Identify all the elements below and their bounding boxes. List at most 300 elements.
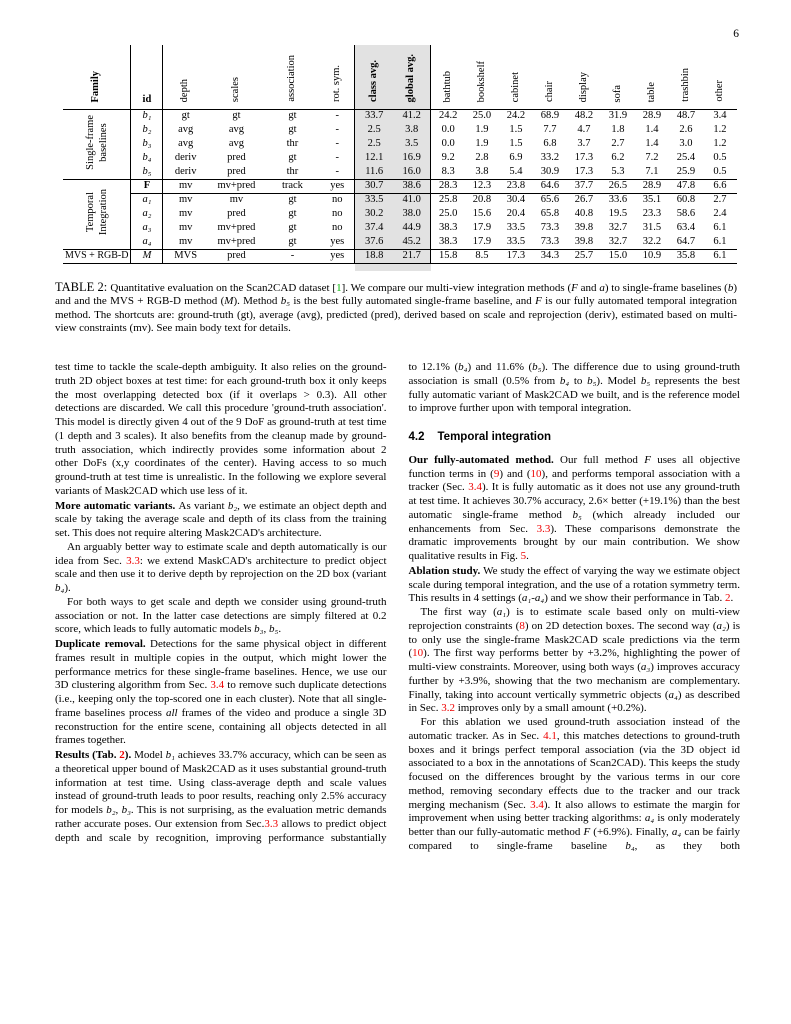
text-run: , this matches detections to ground-truth boxes and it brings perfect temporal association (via the 3D object id associated to a box in the annotations of Scan2CAD). This keeps the study focused on the differences brought by the various terms in our core method, removing secondary effects due to the tracker and our track merging mechanism (Sec. <box>408 729 740 811</box>
col-header <box>208 45 265 109</box>
text-run: Our full method <box>560 453 645 466</box>
paragraph <box>409 716 741 854</box>
text-run: b₂ <box>106 804 116 816</box>
text-run: b₄ <box>559 374 570 387</box>
table-header-row <box>63 45 737 109</box>
reference-link[interactable]: 3.4 <box>210 679 225 692</box>
value-cell: 15.8 <box>431 249 465 263</box>
row-id-cell: b₁ <box>131 109 163 123</box>
value-cell: 24.2 <box>439 110 458 121</box>
text-run: achieves 33.7% accuracy, which can be seen as a theoretical upper bound of Mask2CAD as it uses substantial ground-truth information at test time. Using class-average depth and scale values instead of ground-truth leads to poor results, reaching only 2.5% accuracy for models <box>55 749 387 816</box>
value-cell: 21.7 <box>393 249 431 263</box>
value-cell: - <box>335 123 339 135</box>
evaluation-table <box>63 45 737 271</box>
text-run: Model <box>134 749 166 761</box>
col-header <box>567 45 601 109</box>
text-run: b₅ <box>532 361 542 373</box>
text-run: uses all objective function terms in ( <box>408 453 740 480</box>
value-cell: 6.1 <box>713 221 727 233</box>
text-run: improves only by a small amount (+0.2%). <box>454 702 647 715</box>
value-cell: 48.7 <box>676 110 696 121</box>
value-cell: 2.8 <box>475 151 489 163</box>
text-run: ) and ( <box>499 467 531 480</box>
value-cell: gt <box>265 235 320 249</box>
table-row <box>63 179 737 193</box>
family-label: MVS + RGB-D <box>65 249 129 261</box>
value-cell: no <box>331 194 343 205</box>
shade-cell <box>393 263 431 271</box>
text-run: ]. We compare our multi-view integration methods ( <box>341 282 572 294</box>
value-cell: 33.6 <box>608 194 628 205</box>
value-cell: 31.5 <box>642 221 662 233</box>
value-cell: 0.5 <box>713 151 727 163</box>
value-cell: 32.2 <box>635 235 669 249</box>
value-cell: 1.4 <box>645 123 659 135</box>
shade-cell <box>355 263 393 271</box>
results-table-container <box>63 45 737 271</box>
text-run: ) improves accuracy further by +3.9%, showing that the two mechanism are complementary. Finally, taking into account vertically symmetric objects ( <box>408 661 740 701</box>
text-run: : we extend MaskCAD's architecture to predict object scale and then use it to derive depth by reprojection on the 2D box (variant <box>55 554 387 581</box>
value-cell: mv+pred <box>208 179 265 193</box>
text-run: a₁ <box>521 592 532 605</box>
reference-link[interactable]: 3.3 <box>536 522 551 535</box>
table-caption <box>55 281 737 336</box>
value-cell: 38.0 <box>393 207 431 221</box>
value-cell: 65.6 <box>540 194 560 205</box>
value-cell: 1.5 <box>509 137 523 149</box>
shade-extension-row <box>63 263 737 271</box>
col-header-label: scales <box>230 76 242 102</box>
table-row <box>63 151 737 165</box>
text-run: - <box>531 592 535 605</box>
body-text <box>55 361 740 854</box>
value-cell: 28.9 <box>642 110 662 121</box>
value-cell: mv+pred <box>208 235 265 249</box>
paragraph <box>55 541 387 596</box>
col-header <box>431 45 465 109</box>
table-row <box>63 193 737 207</box>
col-header <box>163 45 208 109</box>
value-cell: 24.2 <box>506 110 526 121</box>
text-run: b₅ <box>640 374 651 387</box>
row-id-cell: b₄ <box>131 151 163 165</box>
value-cell: 17.9 <box>465 235 499 249</box>
value-cell: 26.5 <box>601 179 635 193</box>
table-row <box>63 109 737 123</box>
value-cell: 64.6 <box>533 179 567 193</box>
value-cell: 1.4 <box>645 137 659 149</box>
row-id-cell: a₁ <box>131 193 163 207</box>
value-cell: gt <box>288 123 297 135</box>
col-header-label: table <box>645 81 657 102</box>
text-run: As variant <box>178 499 228 512</box>
value-cell: 2.6 <box>679 123 693 135</box>
value-cell: 30.4 <box>506 194 526 205</box>
value-cell: 17.3 <box>567 165 601 179</box>
text-run: ). These comparisons demonstrate the dramatic improvements brought by our main contribution. We show qualitative results in Fig. <box>408 522 741 562</box>
text-run: More automatic variants. <box>55 499 179 512</box>
value-cell: 6.2 <box>611 151 625 163</box>
value-cell: 33.5 <box>355 193 393 207</box>
spacer <box>431 263 737 271</box>
text-run: a₄ <box>534 592 545 605</box>
text-run: ). <box>124 749 135 761</box>
value-cell: 3.8 <box>465 165 499 179</box>
reference-link[interactable]: 2 <box>724 592 731 605</box>
col-header-id: id <box>131 45 163 109</box>
reference-link[interactable]: 10 <box>412 647 424 660</box>
text-run: test time to tackle the scale-depth ambiguity. It also relies on the ground-truth 2D object boxes at test time: for each ground-truth box it only keeps the most overlapping detected box (if it overlaps > 0.3). All other detections are discarded. We call this procedure 'ground-truth association'. This model is directly given 4 out of the 9 DoF as ground-truth at test time (1 depth and 3 scales). It also benefits from the cleanup made by ground-truth association, which indirectly provides some information about 2 other DoFs (x,y coordinates of the center). Having access to so much ground-truth at test time is unrealistic. In the following we explore several variants of Mask2CAD which use less of it. <box>55 361 387 497</box>
col-header-label: sofa <box>611 84 623 102</box>
value-cell: 6.6 <box>703 179 737 193</box>
value-cell: pred <box>208 249 265 263</box>
text-run: ). Model <box>596 374 641 387</box>
reference-link[interactable]: 3.4 <box>530 798 544 811</box>
row-id-cell: b₃ <box>131 137 163 151</box>
text-run: allows to predict object depth and scale by recognition, improving performance substantially <box>55 817 387 844</box>
col-header <box>465 45 499 109</box>
col-header-label: display <box>577 71 589 102</box>
value-cell: 32.7 <box>608 221 628 233</box>
value-cell: 17.3 <box>574 151 594 163</box>
row-id-cell: a₂ <box>131 207 163 221</box>
value-cell: 8.5 <box>465 249 499 263</box>
value-cell: 1.5 <box>509 123 523 135</box>
paragraph <box>55 638 387 748</box>
value-cell: 6.8 <box>543 137 557 149</box>
table-row <box>63 249 737 263</box>
text-run: Our fully-automated method. <box>408 453 561 466</box>
text-run: , we estimate an object depth and scale by taking the average scale and depth of its class from the training set. This does not require altering Mask2CAD's architecture. <box>55 499 387 539</box>
value-cell: 17.9 <box>472 221 492 233</box>
reference-link[interactable]: 1 <box>336 282 342 294</box>
text-run: a <box>599 282 605 294</box>
col-header-label: global avg. <box>405 53 417 102</box>
value-cell: 7.1 <box>635 165 669 179</box>
value-cell: 4.7 <box>577 123 591 135</box>
value-cell: 28.9 <box>635 179 669 193</box>
section-heading <box>409 431 741 445</box>
value-cell: 12.1 <box>355 151 393 165</box>
value-cell: mv <box>163 235 208 249</box>
value-cell: 23.3 <box>642 207 662 219</box>
table-row <box>63 137 737 151</box>
text-run: a₂ <box>716 619 726 632</box>
reference-link[interactable]: 9 <box>493 467 500 480</box>
value-cell: no <box>331 221 343 233</box>
value-cell: thr <box>265 165 320 179</box>
spacer <box>63 263 355 271</box>
value-cell: 6.9 <box>509 151 523 163</box>
text-run: ), and performs temporal association with a tracker (Sec. <box>408 467 740 494</box>
value-cell: 7.2 <box>645 151 659 163</box>
value-cell: 25.0 <box>439 207 458 219</box>
value-cell: yes <box>320 235 355 249</box>
family-cell <box>63 179 131 249</box>
value-cell: deriv <box>174 151 197 163</box>
text-run: b₅ <box>280 295 291 308</box>
value-cell: 60.8 <box>676 194 696 205</box>
table-row <box>63 221 737 235</box>
value-cell: - <box>320 165 355 179</box>
value-cell: 28.3 <box>431 179 465 193</box>
text-run: a₄ <box>668 688 678 701</box>
paragraph <box>409 606 741 716</box>
col-header-label: trashbin <box>679 68 691 102</box>
family-label: Temporal Integration <box>84 189 109 236</box>
value-cell: 33.5 <box>506 221 526 233</box>
value-cell: yes <box>320 249 355 263</box>
family-cell <box>63 249 131 263</box>
row-id-cell: F <box>131 179 163 193</box>
col-header-label: cabinet <box>509 71 521 102</box>
value-cell: 30.7 <box>355 179 393 193</box>
value-cell: 2.5 <box>355 137 393 151</box>
value-cell: 65.8 <box>540 207 560 219</box>
col-header <box>355 45 393 109</box>
value-cell: 3.7 <box>577 137 591 149</box>
col-header <box>635 45 669 109</box>
value-cell: 10.9 <box>635 249 669 263</box>
col-header-label: association <box>286 55 298 102</box>
text-run: b₃ <box>121 804 131 816</box>
text-run: F <box>571 282 578 294</box>
value-cell: avg <box>228 123 245 135</box>
value-cell: 64.7 <box>669 235 703 249</box>
text-run: For this ablation we used ground-truth association instead of the automatic tracker. As in Sec. <box>408 716 740 742</box>
value-cell: 1.8 <box>611 123 625 135</box>
value-cell: 41.0 <box>393 193 431 207</box>
value-cell: mv <box>178 221 193 233</box>
value-cell: 35.8 <box>669 249 703 263</box>
text-run: b <box>727 282 734 294</box>
text-run: b₄ <box>458 361 468 373</box>
reference-link[interactable]: 3.3 <box>264 817 279 830</box>
text-run: The first way ( <box>420 606 497 618</box>
text-run: ) is to estimate scale based only on multi-view reprojection constraints ( <box>408 606 740 632</box>
col-header-label: chair <box>543 81 555 102</box>
reference-link[interactable]: 3.4 <box>468 481 482 494</box>
text-run: ). Method <box>233 295 281 308</box>
value-cell: pred <box>208 165 265 179</box>
value-cell: 33.5 <box>499 235 533 249</box>
value-cell: 0.0 <box>441 123 455 135</box>
text-run: ). The difference due to using ground-truth association is small (0.5% from <box>408 361 741 387</box>
value-cell: 39.8 <box>574 221 594 233</box>
text-run: An arguably better way to estimate scale and depth automatically is our idea from Sec. <box>55 540 387 567</box>
value-cell: gt <box>288 151 297 163</box>
value-cell: gt <box>181 110 190 121</box>
text-run: is only moderately better than our fully-automatic method <box>408 812 740 838</box>
value-cell: mv <box>178 207 193 219</box>
col-header-label: bathtub <box>441 70 453 102</box>
text-run: b₄ <box>625 839 635 852</box>
reference-link[interactable]: 3.2 <box>441 702 455 715</box>
text-run: ) and we show their performance in Tab. <box>544 592 725 605</box>
value-cell: 18.8 <box>355 249 393 263</box>
text-run: . This is not surprising, as the evaluation metric demands rather accurate poses. Our extension from Sec. <box>55 804 387 830</box>
text-run: is the best fully automated single-frame baseline, and <box>290 295 536 308</box>
value-cell: 25.0 <box>472 110 492 121</box>
text-run: a₄ <box>671 826 682 838</box>
text-run: We study the effect of varying the way we estimate object scale during temporal integration, and the use of a rotation symmetry term. This results in 4 settings ( <box>408 564 740 605</box>
text-run: b₃ <box>254 623 264 636</box>
text-run: ) on 2D detection boxes. The second way ( <box>524 619 717 632</box>
text-run: to <box>569 374 588 387</box>
value-cell: thr <box>286 137 299 149</box>
value-cell: 73.3 <box>540 221 560 233</box>
value-cell: 2.7 <box>611 137 625 149</box>
value-cell: 47.8 <box>669 179 703 193</box>
text-run: , as they both <box>634 839 740 852</box>
text-run: b₅ <box>587 374 597 387</box>
value-cell: 1.9 <box>475 137 489 149</box>
value-cell: avg <box>228 137 245 149</box>
value-cell: 63.4 <box>676 221 696 233</box>
text-run: to 12.1% ( <box>408 361 459 373</box>
col-header-label: bookshelf <box>475 60 487 102</box>
reference-link[interactable]: 3.3 <box>126 554 140 567</box>
value-cell: deriv <box>163 165 208 179</box>
text-run: ) and and the MVS + RGB-D method ( <box>55 282 737 308</box>
value-cell: 73.3 <box>533 235 567 249</box>
value-cell: 16.9 <box>393 151 431 165</box>
value-cell: gt <box>288 221 297 233</box>
text-run: Ablation study. <box>408 564 484 577</box>
table-row <box>63 165 737 179</box>
value-cell: 38.6 <box>393 179 431 193</box>
value-cell: 37.7 <box>567 179 601 193</box>
value-cell: 1.9 <box>475 123 489 135</box>
value-cell: 3.4 <box>713 110 727 121</box>
value-cell: - <box>335 137 339 149</box>
value-cell: 20.8 <box>472 194 492 205</box>
value-cell: 38.3 <box>431 235 465 249</box>
value-cell: pred <box>227 207 246 219</box>
family-cell <box>63 109 131 179</box>
value-cell: gt <box>288 194 297 205</box>
value-cell: 33.2 <box>540 151 560 163</box>
text-run: b₄ <box>55 582 65 594</box>
col-header <box>320 45 355 109</box>
value-cell: 25.4 <box>676 151 696 163</box>
value-cell: 37.6 <box>355 235 393 249</box>
paragraph <box>409 454 741 564</box>
right-column <box>409 361 741 854</box>
value-cell: 5.3 <box>601 165 635 179</box>
value-cell: gt <box>288 207 297 219</box>
value-cell: avg <box>178 137 194 149</box>
value-cell: 1.2 <box>713 123 727 135</box>
col-header-label: Family <box>90 70 102 102</box>
col-header <box>669 45 703 109</box>
reference-link[interactable]: 4.1 <box>543 729 557 742</box>
value-cell: MVS <box>163 249 208 263</box>
col-header <box>533 45 567 109</box>
value-cell: 20.4 <box>506 207 526 219</box>
reference-link[interactable]: 5 <box>520 550 527 562</box>
col-header-label: depth <box>179 78 191 102</box>
value-cell: 39.8 <box>567 235 601 249</box>
text-run: . <box>278 623 282 636</box>
paragraph <box>55 500 387 541</box>
col-header-label: other <box>713 80 725 102</box>
value-cell: 11.6 <box>355 165 393 179</box>
value-cell: - <box>265 249 320 263</box>
row-id-cell: M <box>131 249 163 263</box>
value-cell: 6.1 <box>703 235 737 249</box>
value-cell: 19.5 <box>608 207 628 219</box>
value-cell: 16.0 <box>393 165 431 179</box>
value-cell: no <box>331 207 343 219</box>
value-cell: mv <box>163 179 208 193</box>
value-cell: 26.7 <box>574 194 594 205</box>
value-cell: 17.3 <box>499 249 533 263</box>
left-column <box>55 361 387 854</box>
text-run: b₂ <box>227 499 238 512</box>
text-run: Duplicate removal. <box>55 638 151 650</box>
row-id-cell: b₂ <box>131 123 163 137</box>
text-run: ) to single-frame baselines ( <box>604 282 728 294</box>
value-cell: 2.5 <box>355 123 393 137</box>
value-cell: 33.7 <box>355 109 393 123</box>
text-run: ) is to only use the single-frame Mask2CAD scale predictions via the term ( <box>408 619 740 660</box>
value-cell: 9.2 <box>441 151 455 163</box>
value-cell: 23.8 <box>499 179 533 193</box>
value-cell: 44.9 <box>393 221 431 235</box>
value-cell: 3.5 <box>393 137 431 151</box>
text-run: b₁ <box>165 749 175 761</box>
text-run: to remove such duplicate detections (i.e., keeping only the top-scored one in each cluster). Note that all single-frame baselines process <box>55 679 387 719</box>
text-run: For both ways to get scale and depth we consider using ground-truth association or not. In the latter case detections are simply filtered at 0.2 score, which leads to fully automatic models <box>55 595 387 636</box>
value-cell: 32.7 <box>601 235 635 249</box>
value-cell: mv <box>229 194 244 205</box>
text-run: is our fully automated temporal integration method. The shortcuts are: ground-truth (gt), average (avg), predicted (pred), derived based on scale and reprojection (deriv), estimated based on multi-view constraints (mv). See main body text for details. <box>55 295 738 335</box>
text-run: M <box>224 295 234 308</box>
table-row <box>63 123 737 137</box>
text-run: ). <box>64 582 71 594</box>
family-label: Single-frame baselines <box>84 114 109 170</box>
text-run: and <box>577 282 600 294</box>
value-cell: 48.2 <box>574 110 594 121</box>
value-cell: 25.8 <box>439 194 458 205</box>
reference-link[interactable]: 10 <box>530 467 542 480</box>
section-number: 4.2 <box>408 431 425 443</box>
value-cell: 25.7 <box>567 249 601 263</box>
text-run: Detections for the same physical object in different frames result in multiple copies in the output, which might lower the performance metrics for these single-frame baselines. Hence, we use our 3D clustering algorithm from Sec. <box>55 638 387 692</box>
value-cell: 41.2 <box>393 109 431 123</box>
reference-link[interactable]: 2 <box>119 749 125 761</box>
row-id-cell: b₅ <box>131 165 163 179</box>
text-run: all <box>165 706 178 719</box>
page-number: 6 <box>733 28 739 40</box>
value-cell: 1.2 <box>713 137 727 149</box>
reference-link[interactable]: 8 <box>519 619 525 632</box>
value-cell: 35.1 <box>642 194 662 205</box>
col-header-label: rot. sym. <box>330 64 342 102</box>
value-cell: 7.7 <box>543 123 557 135</box>
table-row <box>63 207 737 221</box>
value-cell: 2.7 <box>713 194 727 205</box>
text-run: ) as described in Sec. <box>408 688 740 715</box>
value-cell: 34.3 <box>533 249 567 263</box>
text-run: Results (Tab. <box>55 749 120 761</box>
text-run: . <box>730 592 734 605</box>
col-header <box>393 45 431 109</box>
section-title: Temporal integration <box>437 431 552 443</box>
text-run: (which already included our enhancements from Sec. <box>408 508 741 535</box>
col-header <box>601 45 635 109</box>
